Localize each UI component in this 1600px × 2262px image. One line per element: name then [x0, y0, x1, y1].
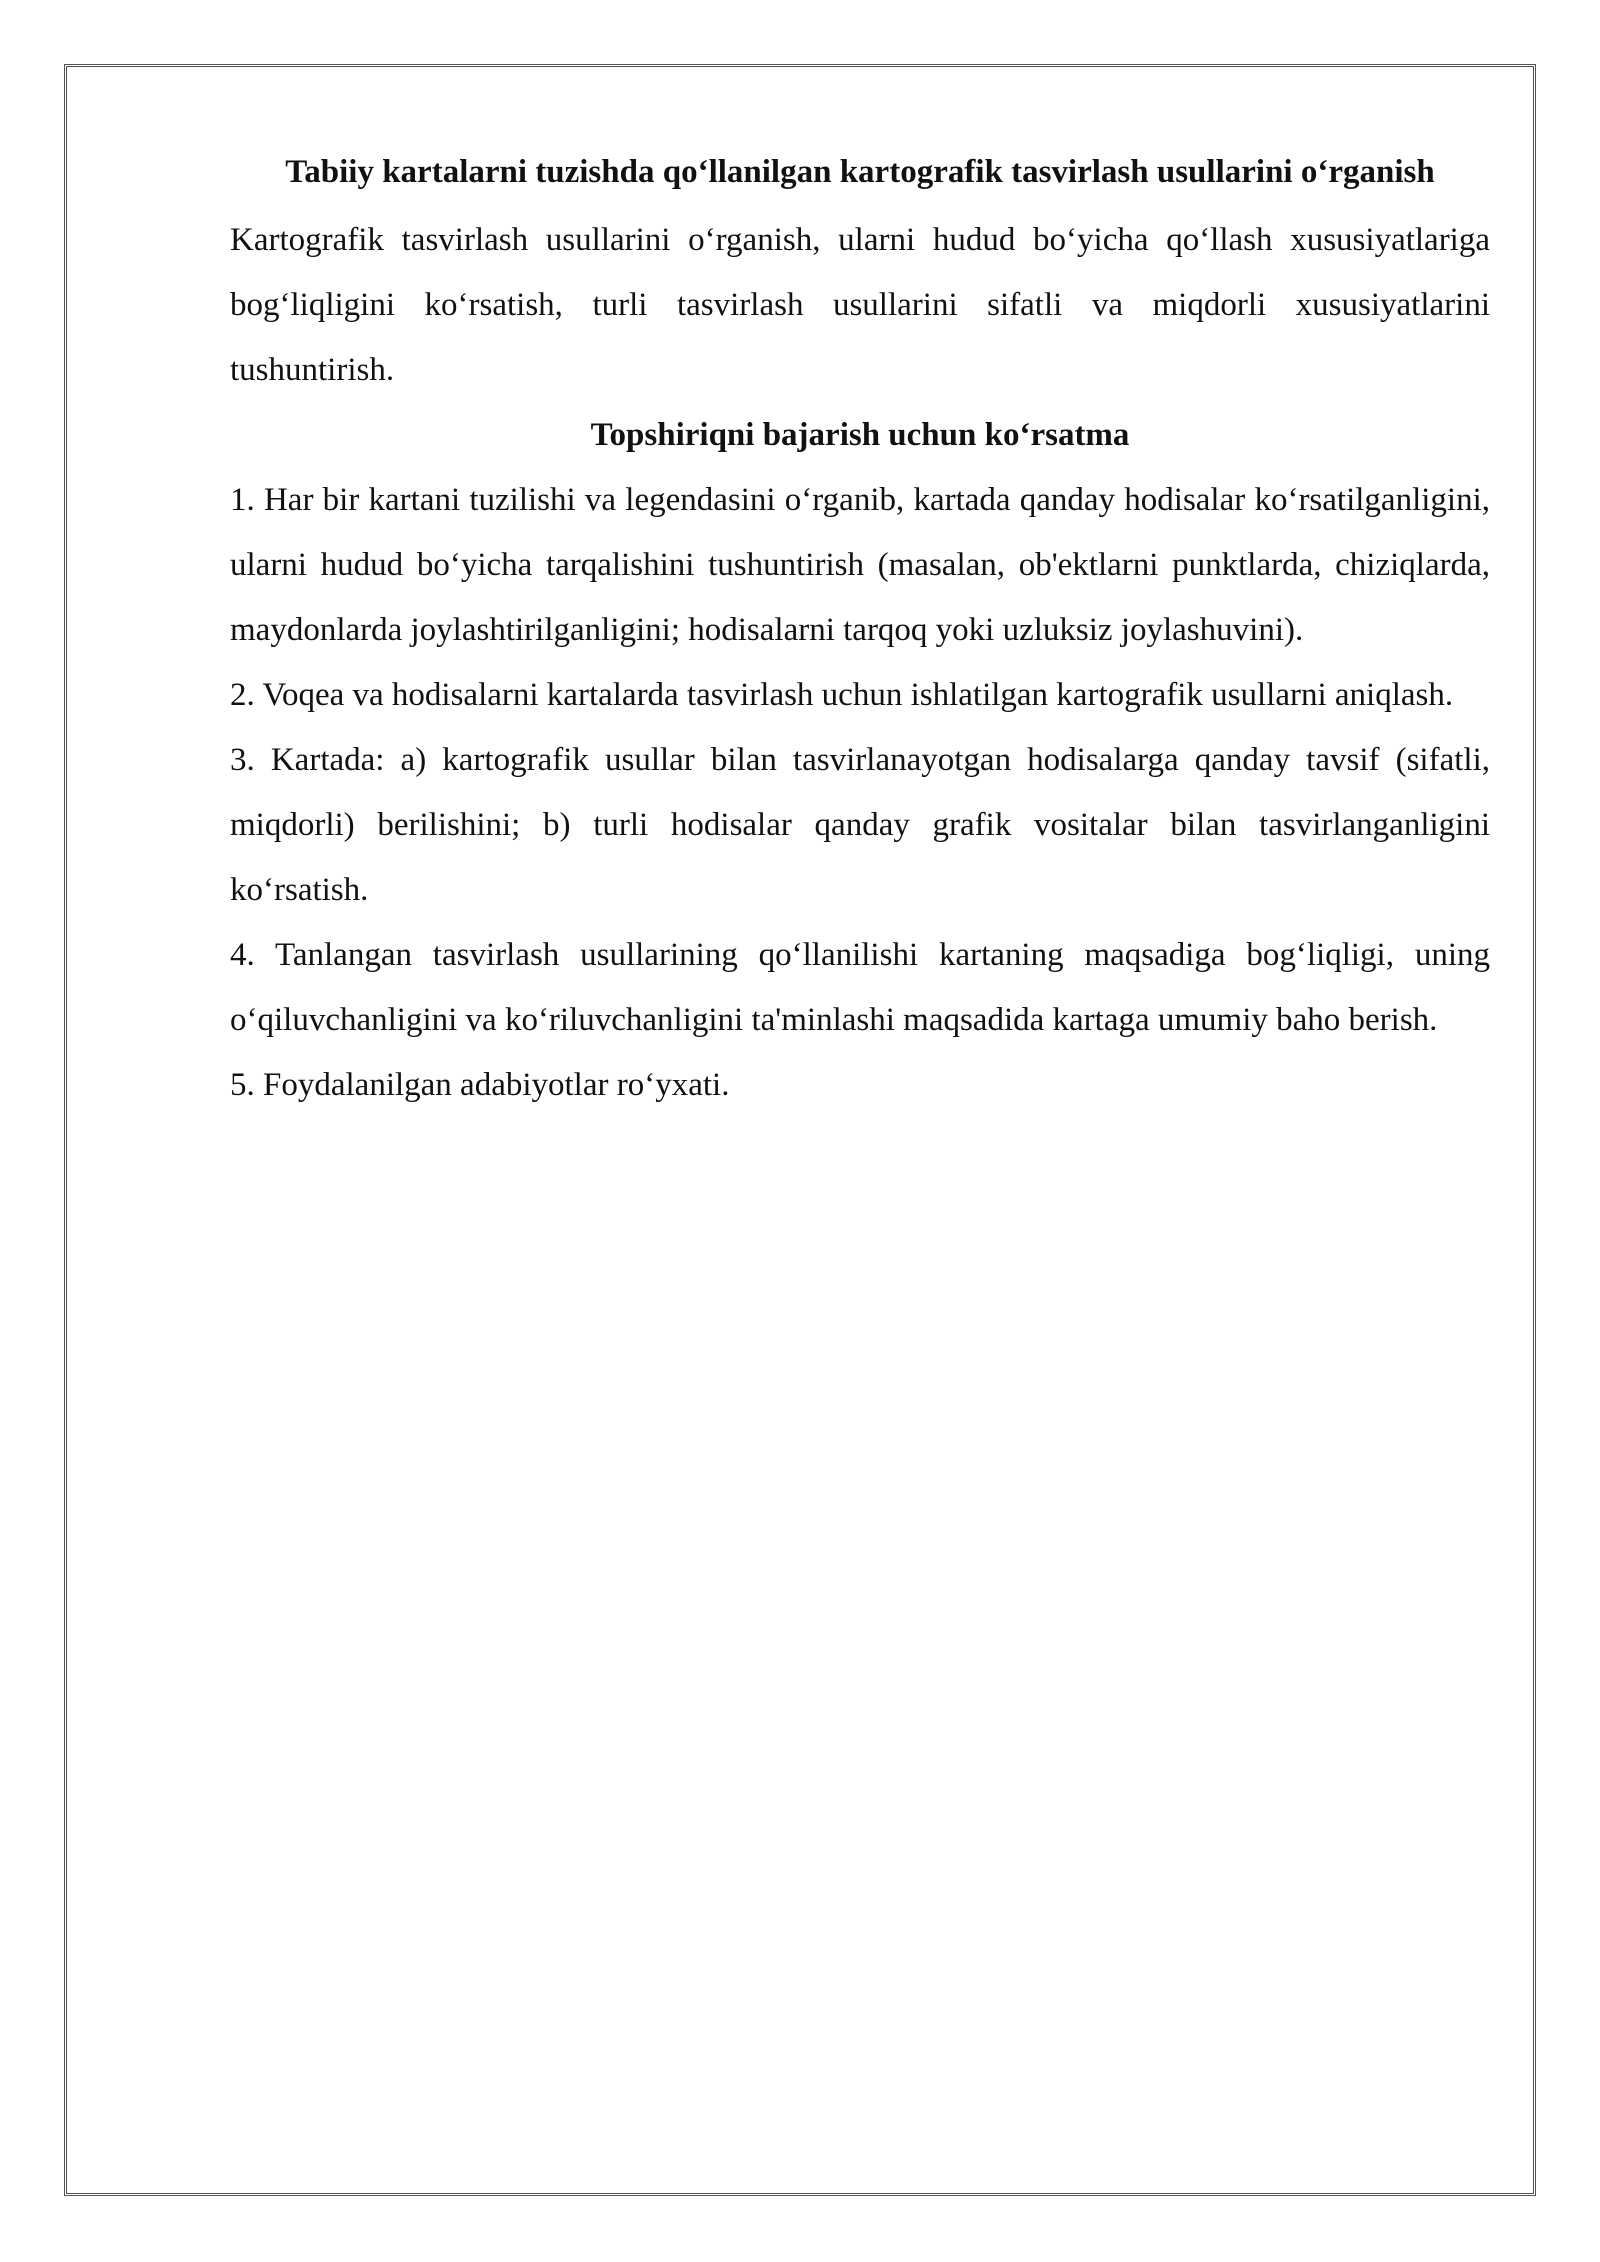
instruction-item-4: 4. Tanlangan tasvirlash usullarining qo‘llanilishi kartaning maqsadiga bog‘liqligi, uning o‘qiluvchanligini va ko‘riluvchanligini ta'minlashi maqsadida kartaga umumiy baho berish.: [230, 937, 1490, 1038]
instruction-item-5: 5. Foydalanilgan adabiyotlar ro‘yxati.: [230, 1067, 730, 1103]
instruction-item-1: 1. Har bir kartani tuzilishi va legendasini o‘rganib, kartada qanday hodisalar ko‘rsatilganligini, ularni hudud bo‘yicha tarqalishini tushuntirish (masalan, ob'ektlarni punktlarda, chiziqlarda, maydonlarda joylashtirilganligini; hodisalarni tarqoq yoki uzluksiz joylashuvini).: [230, 482, 1490, 648]
instructions-heading: Topshiriqni bajarish uchun ko‘rsatma: [590, 417, 1130, 453]
document-body: [230, 150, 1490, 1118]
document-title: Tabiiy kartalarni tuzishda qo‘llanilgan kartografik tasvirlash usullarini o‘rganish: [285, 154, 1435, 190]
instruction-item-2: 2. Voqea va hodisalarni kartalarda tasvirlash uchun ishlatilgan kartografik usullarni aniqlash.: [230, 677, 1454, 713]
intro-paragraph: Kartografik tasvirlash usullarini o‘rganish, ularni hudud bo‘yicha qo‘llash xususiyatlariga bog‘liqligini ko‘rsatish, turli tasvirlash usullarini sifatli va miqdorli xususiyatlarini tushuntirish.: [230, 222, 1490, 388]
instruction-item-3: 3. Kartada: a) kartografik usullar bilan tasvirlanayotgan hodisalarga qanday tavsif (sifatli, miqdorli) berilishini; b) turli hodisalar qanday grafik vositalar bilan tasvirlanganligini ko‘rsatish.: [230, 742, 1490, 908]
